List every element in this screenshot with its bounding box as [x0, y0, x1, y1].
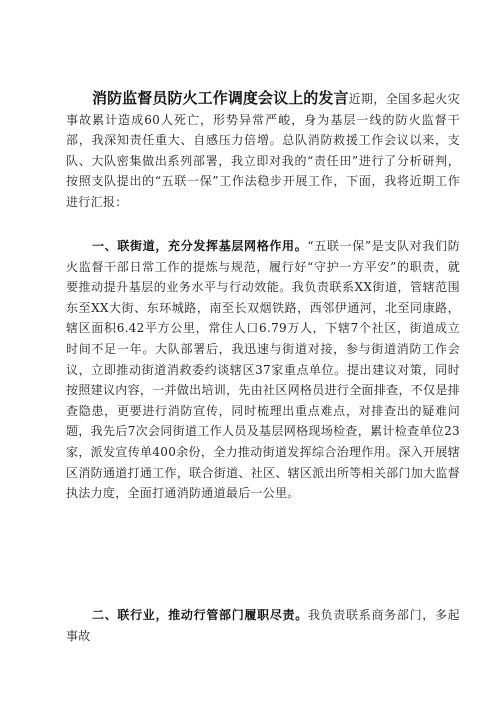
intro-paragraph [66, 88, 460, 213]
document-title: 消防监督员防火工作调度会议上的发言 [92, 89, 349, 107]
section-paragraph-2 [66, 605, 460, 646]
section-heading-1: 一、联街道，充分发挥基层网格作用。 [92, 239, 308, 253]
intro-text: 近期，全国多起火灾事故累计造成60人死亡，形势异常严峻，身为基层一线的防火监督干部，我深知责任重大、自感压力倍增。总队消防救援工作会议以来，支队、大队密集做出系列部署，我立即对我的“责任田”进行了分析研判，按照支队提出的“五联一保”工作法稳步开展工作，下面，我将近期工作进行汇报： [66, 92, 460, 209]
section-body-1: “五联一保”是支队对我们防火监督干部日常工作的提炼与规范，履行好“守护一方平安”的职责，就要推动提升基层的业务水平与行动效能。我负责联系XX街道，管辖范围东至XX大街、东环城路，南至长双烟铁路，西邻伊通河，北至同康路，辖区面积6.42平方公里，常住人口6.79万人，下辖7个社区，街道成立时间不足一年。大队部署后，我迅速与街道对接，参与街道消防工作会议，立即推动街道消救委约谈辖区37家重点单位。提出建议对策，同时按照建议内容，一并做出培训，先由社区网格员进行全面排查，不仅是排查隐患，更要进行消防宣传，同时梳理出重点难点，对排查出的疑难问题，我先后7次会同街道工作人员及基层网格现场检查，累计检查单位23家，派发宣传单400余份，全力推动街道发挥综合治理作用。深入开展辖区消防通道打通工作，联合街道、社区、辖区派出所等相关部门加大监督执法力度，全面打通消防通道最后一公里。 [66, 239, 460, 501]
section-body-2: 我负责联系商务部门，多起事故 [66, 608, 460, 643]
section-paragraph-1 [66, 236, 460, 504]
section-heading-2: 二、联行业，推动行管部门履职尽责。 [92, 608, 308, 622]
